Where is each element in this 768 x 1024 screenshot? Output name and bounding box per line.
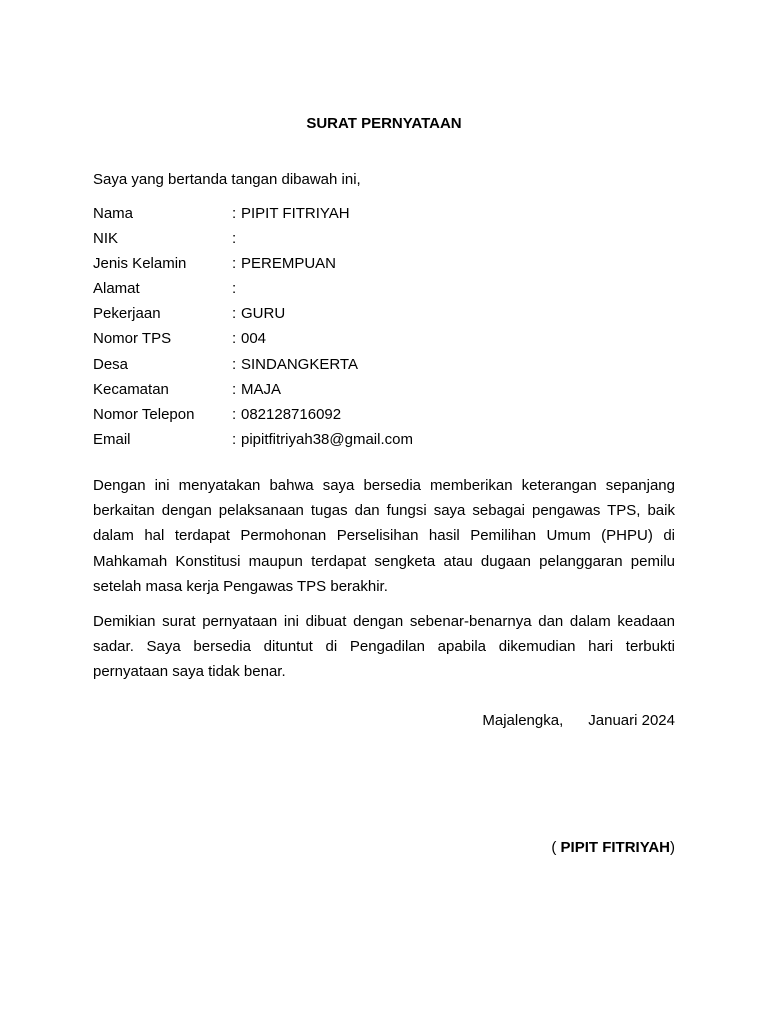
field-value: PEREMPUAN <box>241 255 337 273</box>
identity-fields <box>93 205 683 456</box>
field-row-nik <box>93 230 683 255</box>
field-label: Kecamatan <box>93 380 169 398</box>
field-row-pekerjaan <box>93 305 683 330</box>
signature-name-block <box>420 839 675 857</box>
field-label: Jenis Kelamin <box>93 255 187 273</box>
place-date: Majalengka, Januari 2024 <box>482 712 675 729</box>
field-value: 004 <box>241 330 267 348</box>
closing-paragraph: Demikian surat pernyataan ini dibuat dengan sebenar-benarnya dan dalam keadaan sadar. Saya bersedia dituntut di Pengadilan apabila dikemudian hari terbukti pernyataan saya tidak benar. <box>93 613 675 681</box>
signature-name: PIPIT FITRIYAH <box>560 839 670 856</box>
field-label: Nomor Telepon <box>93 405 195 423</box>
field-value: pipitfitriyah38@gmail.com <box>241 430 413 448</box>
field-label: Email <box>93 430 131 448</box>
field-row-kecamatan <box>93 381 683 406</box>
field-value <box>241 280 683 305</box>
signature-close-paren: ) <box>670 839 675 856</box>
field-row-nomor-tps <box>93 330 683 355</box>
field-separator: : <box>232 255 237 273</box>
field-row-alamat <box>93 280 683 305</box>
field-separator: : <box>232 280 237 298</box>
field-value: GURU <box>241 305 286 323</box>
field-label: Nomor TPS <box>93 330 172 348</box>
field-value: PIPIT FITRIYAH <box>241 205 350 222</box>
field-separator: : <box>232 305 237 323</box>
field-separator: : <box>232 430 237 448</box>
field-label: Pekerjaan <box>93 305 161 323</box>
field-label: Alamat <box>93 280 140 298</box>
field-label: NIK <box>93 230 119 248</box>
field-value: MAJA <box>241 380 282 398</box>
document-title: SURAT PERNYATAAN <box>306 115 462 132</box>
field-row-jenis-kelamin <box>93 255 683 280</box>
intro-text: Saya yang bertanda tangan dibawah ini, <box>93 171 361 188</box>
field-value <box>241 230 683 255</box>
field-separator: : <box>232 405 237 423</box>
statement-paragraph: Dengan ini menyatakan bahwa saya bersedia memberikan keterangan sepanjang berkaitan dengan pelaksanaan tugas dan fungsi saya sebagai pengawas TPS, baik dalam hal terdapat Permohonan Perselisihan hasil Pemilihan Umum (PHPU) di Mahkamah Konstitusi maupun terdapat sengketa atau dugaan pelanggaran pemilu setelah masa kerja Pengawas TPS berakhir. <box>93 477 675 595</box>
field-row-email <box>93 431 683 456</box>
field-separator: : <box>232 330 237 348</box>
field-row-nama <box>93 205 683 230</box>
field-value: SINDANGKERTA <box>241 355 358 373</box>
signature-open-paren: ( <box>551 839 561 856</box>
field-label: Nama <box>93 205 134 222</box>
field-separator: : <box>232 230 237 248</box>
field-row-nomor-telepon <box>93 406 683 431</box>
field-label: Desa <box>93 355 129 373</box>
field-separator: : <box>232 205 237 222</box>
field-row-desa <box>93 356 683 381</box>
field-value: 082128716092 <box>241 405 342 423</box>
field-separator: : <box>232 380 237 398</box>
field-separator: : <box>232 355 237 373</box>
